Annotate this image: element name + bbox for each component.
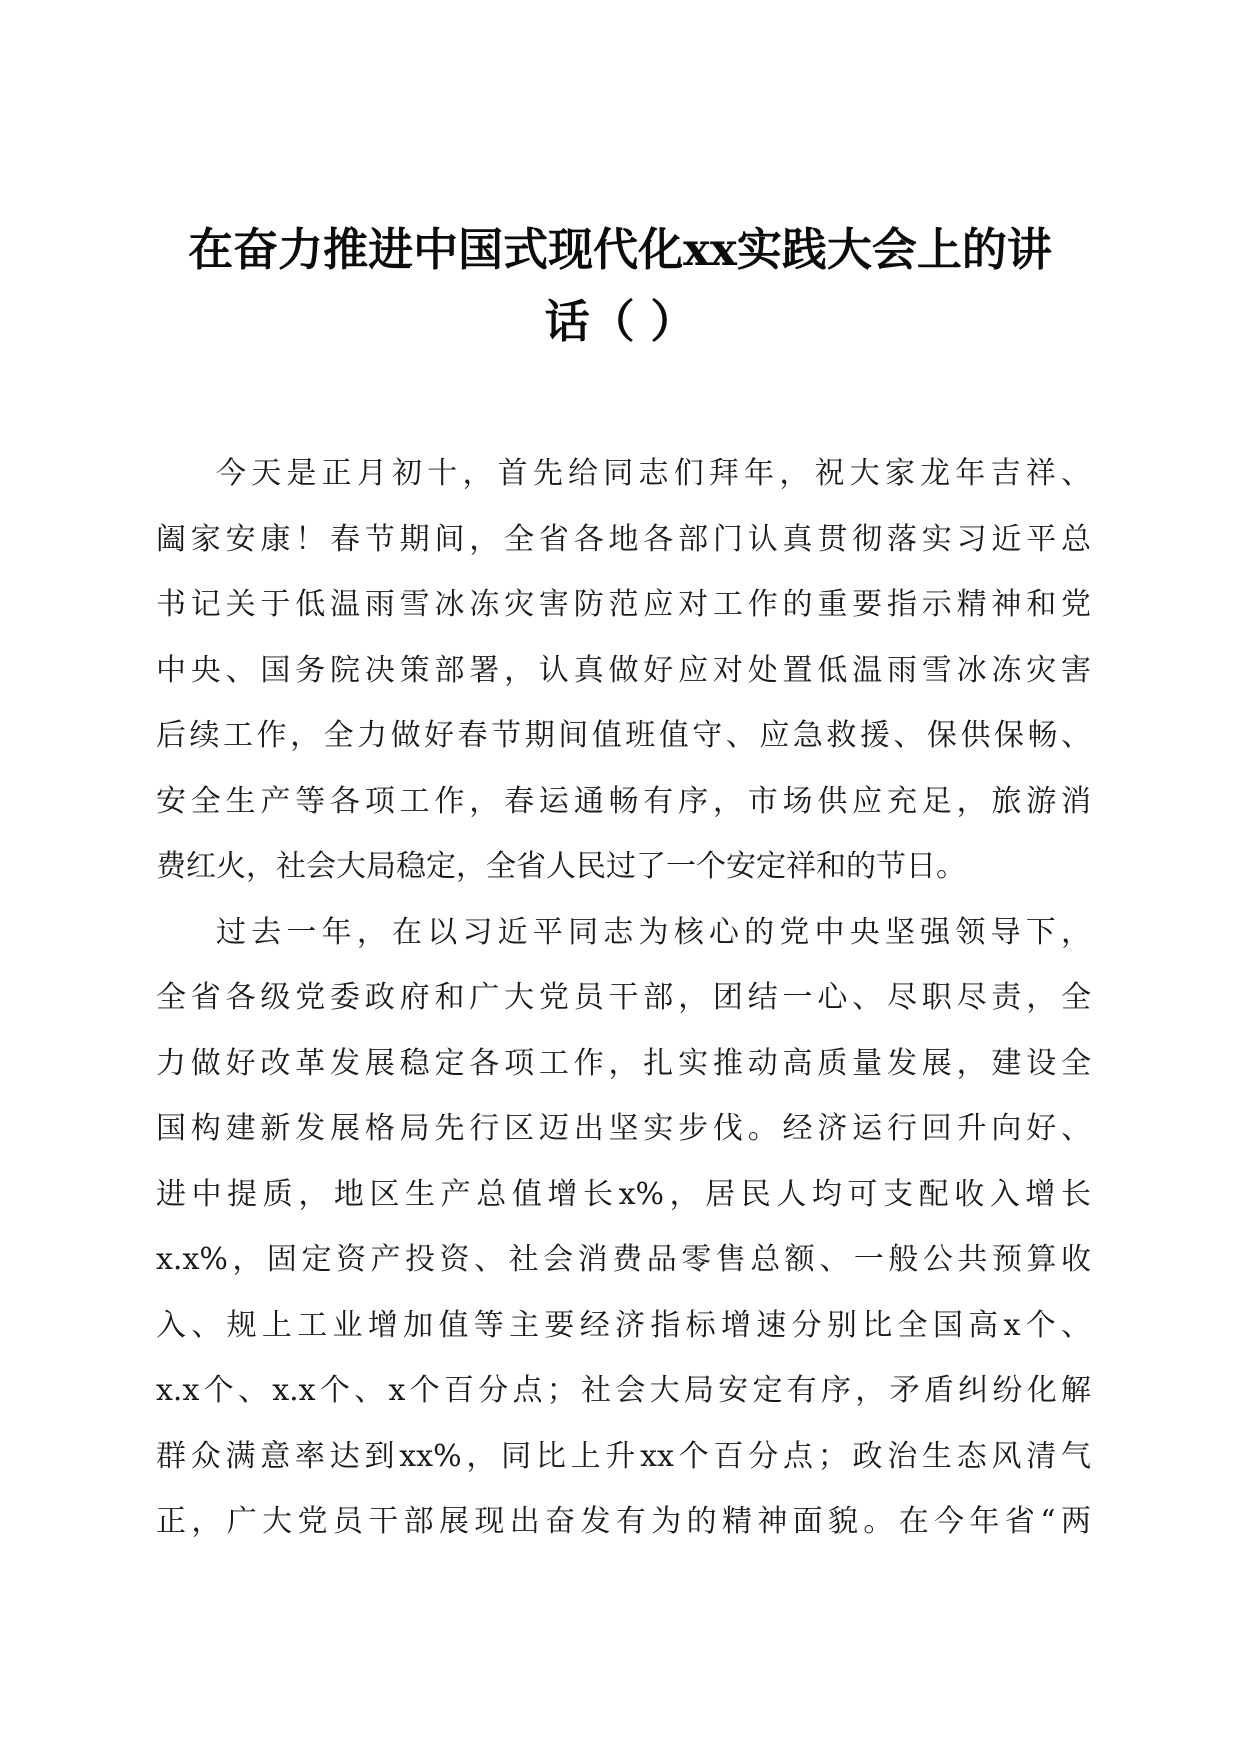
text-line: x.x%，固定资产投资、社会消费品零售总额、一般公共预算收 [156, 1242, 1091, 1277]
document-body [156, 441, 1091, 1555]
text-line: 正，广大党员干部展现出奋发有为的精神面貌。在今年省“两 [156, 1504, 1091, 1539]
text-line: 后续工作，全力做好春节期间值班值守、应急救援、保供保畅、 [156, 718, 1091, 753]
text-line: x.x个、x.x个、x个百分点；社会大局安定有序，矛盾纠纷化解 [156, 1373, 1091, 1408]
text-line: 入、规上工业增加值等主要经济指标增速分别比全国高x个、 [156, 1307, 1091, 1343]
paragraph [156, 441, 1091, 900]
title-line: 话（ ） [544, 295, 696, 348]
document-title [150, 214, 1090, 358]
text-line: 安全生产等各项工作，春运通畅有序，市场供应充足，旅游消 [156, 783, 1091, 819]
text-line: 力做好改革发展稳定各项工作，扎实推动高质量发展，建设全 [156, 1045, 1091, 1081]
text-line: 全省各级党委政府和广大党员干部，团结一心、尽职尽责，全 [156, 980, 1091, 1015]
text-line: 费红火，社会大局稳定，全省人民过了一个安定祥和的节日。 [156, 849, 966, 884]
text-line: 阖家安康！春节期间，全省各地各部门认真贯彻落实习近平总 [156, 521, 1091, 557]
text-line: 过去一年，在以习近平同志为核心的党中央坚强领导下， [216, 914, 1091, 950]
text-line: 中央、国务院决策部署，认真做好应对处置低温雨雪冰冻灾害 [156, 652, 1091, 688]
title-line: 在奋力推进中国式现代化xx实践大会上的讲 [188, 223, 1052, 276]
text-line: 群众满意率达到xx%，同比上升xx个百分点；政治生态风清气 [156, 1438, 1091, 1474]
text-line: 书记关于低温雨雪冰冻灾害防范应对工作的重要指示精神和党 [156, 587, 1091, 622]
paragraph [156, 900, 1091, 1555]
text-line: 国构建新发展格局先行区迈出坚实步伐。经济运行回升向好、 [156, 1111, 1091, 1146]
text-line: 今天是正月初十，首先给同志们拜年，祝大家龙年吉祥、 [216, 456, 1091, 491]
text-line: 进中提质，地区生产总值增长x%，居民人均可支配收入增长 [156, 1176, 1091, 1212]
